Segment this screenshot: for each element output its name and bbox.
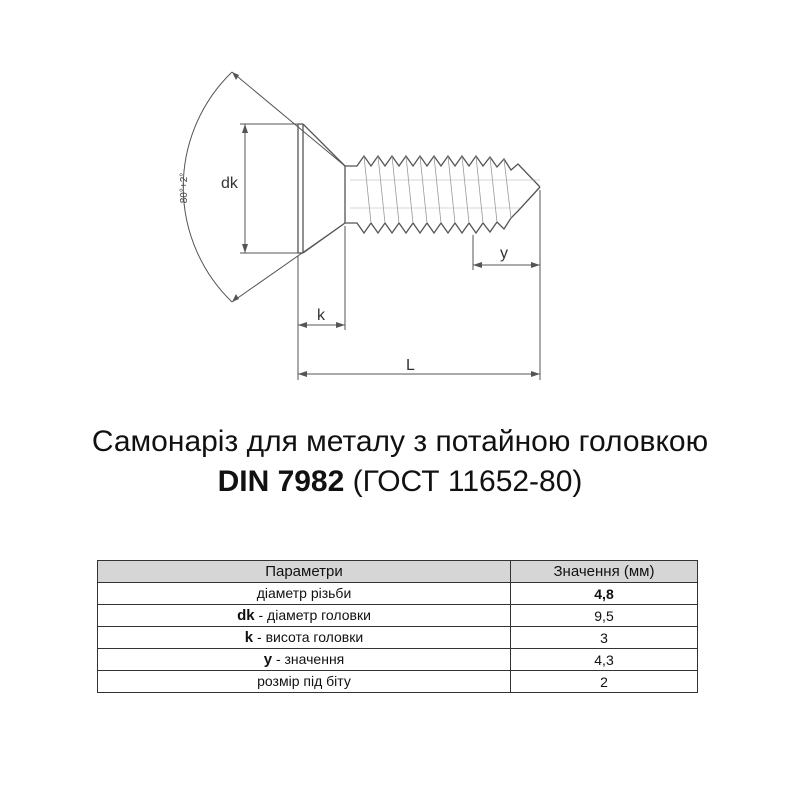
title-line-1: Самонаріз для металу з потайною головкою xyxy=(91,425,709,458)
param-text: розмір під біту xyxy=(257,673,351,689)
param-cell xyxy=(98,671,511,693)
param-text: - значення xyxy=(272,651,345,667)
screw-outline xyxy=(298,124,540,253)
header-parameters: Параметри xyxy=(98,561,511,583)
table-row xyxy=(98,583,698,605)
L-label: L xyxy=(406,357,415,374)
value-cell: 9,5 xyxy=(511,605,698,627)
product-title xyxy=(0,422,800,502)
param-text: - висота головки xyxy=(253,629,364,645)
table-row xyxy=(98,649,698,671)
param-cell xyxy=(98,627,511,649)
k-label: k xyxy=(317,307,325,324)
param-cell xyxy=(98,605,511,627)
dimension-lines xyxy=(183,72,540,380)
title-line-2 xyxy=(0,462,800,502)
param-cell xyxy=(98,583,511,605)
param-text: - діаметр головки xyxy=(254,607,371,623)
param-cell xyxy=(98,649,511,671)
table-row xyxy=(98,627,698,649)
value-cell: 4,3 xyxy=(511,649,698,671)
header-values: Значення (мм) xyxy=(511,561,698,583)
param-symbol: dk xyxy=(237,607,255,624)
param-text: діаметр різьби xyxy=(256,585,352,601)
table-header-row xyxy=(98,561,698,583)
table-row xyxy=(98,605,698,627)
param-symbol: k xyxy=(244,629,254,646)
standard-name: DIN 7982 xyxy=(217,465,345,498)
angle-label: 80°+2° xyxy=(179,172,190,204)
value-cell: 4,8 xyxy=(511,583,698,605)
param-symbol: y xyxy=(263,651,273,668)
y-label: y xyxy=(500,245,508,262)
table-row xyxy=(98,671,698,693)
dk-label: dk xyxy=(221,175,238,192)
value-cell: 3 xyxy=(511,627,698,649)
specifications-table xyxy=(97,560,698,693)
value-cell: 2 xyxy=(511,671,698,693)
gost-name: (ГОСТ 11652-80) xyxy=(344,465,583,498)
